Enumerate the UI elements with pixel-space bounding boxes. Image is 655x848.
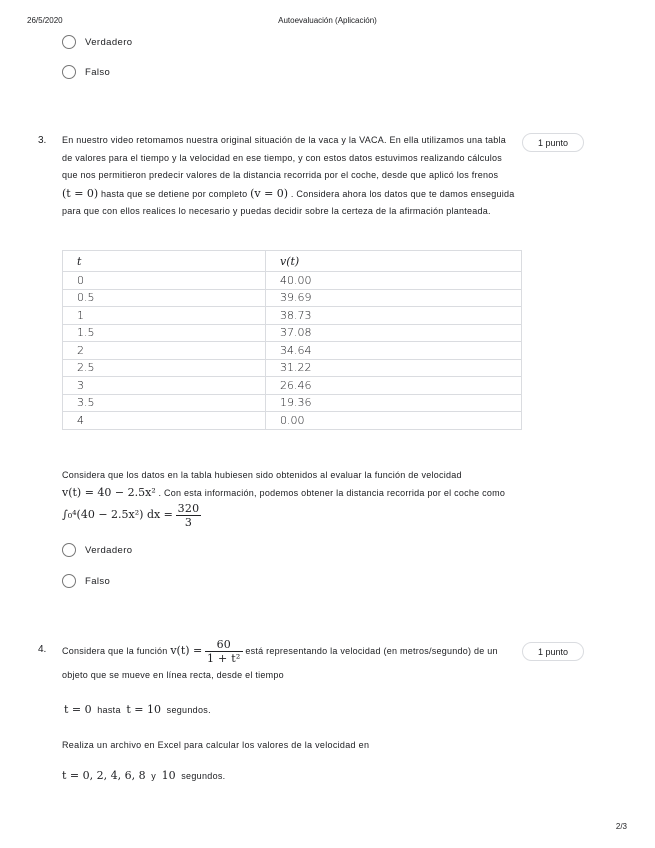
math-v-of-t: v(t) =	[170, 643, 203, 657]
math-t-equals-0: (t = 0)	[62, 186, 99, 200]
table-row	[63, 412, 522, 430]
question-3-intro: En nuestro video retomamos nuestra original situación de la vaca y la VACA. En ella utilizamos una tabla de valores para el tiempo y la velocidad en ese tiempo, y con estos datos estuvimos realizando cálculos que nos permitieron predecir valores de la distancia recorrida por el coche, desde que aplicó los frenos (t = 0) hasta que se detiene por completo (v = 0) . Considera ahora los datos que te damos enseguida para que con ellos realices lo necesario y puedas decidir sobre la certeza de la afirmación planteada.	[62, 135, 515, 216]
cell-vt: 40.00	[266, 272, 522, 290]
table-row	[63, 394, 522, 412]
table-row	[63, 377, 522, 395]
question-3-points-badge: 1 punto	[522, 133, 584, 152]
math-v-equals-0: (v = 0)	[250, 186, 289, 200]
table-row	[63, 359, 522, 377]
page-number: 2/3	[615, 822, 627, 831]
table-header-row	[63, 251, 522, 272]
cell-vt: 37.08	[266, 324, 522, 342]
math-fraction: $\frac{60}{\text{1 + t²}}$	[207, 638, 241, 665]
question-4-time-range: t = 0 hasta t = 10 segundos.	[64, 703, 211, 716]
table-row	[63, 289, 522, 307]
cell-t: 0	[63, 272, 266, 290]
q3-option-verdadero[interactable]	[62, 542, 132, 558]
question-4-time-values: t = 0, 2, 4, 6, 8 y 10 segundos.	[62, 769, 226, 782]
question-4-text: Considera que la función v(t) = $\frac{60}{\text{1 + t²}}$ está representando la velocidad (en metros/segundo) de un objeto que se mueve en línea recta, desde el tiempo	[62, 638, 498, 680]
column-header-vt: v(t)	[266, 251, 522, 272]
question-4-instruction: Realiza un archivo en Excel para calcular los valores de la velocidad en	[62, 740, 370, 750]
question-3-number: 3.	[38, 135, 47, 146]
cell-t: 1.5	[63, 324, 266, 342]
cell-t: 2	[63, 342, 266, 360]
math-integral: ∫₀⁴(40 − 2.5x²) dx =	[62, 507, 173, 521]
cell-t: 1	[63, 307, 266, 325]
table-row	[63, 307, 522, 325]
cell-vt: 39.69	[266, 289, 522, 307]
option-label: Verdadero	[85, 36, 133, 48]
cell-t: 3.5	[63, 394, 266, 412]
table-row	[63, 342, 522, 360]
prev-option-verdadero[interactable]	[62, 34, 132, 50]
cell-vt: 26.46	[266, 377, 522, 395]
question-3-statement: Considera que los datos en la tabla hubiesen sido obtenidos al evaluar la función de velocidad v(t) = 40 − 2.5x² . Con esta información, podemos obtener la distancia recorrida por el coche como ∫₀⁴(40 − 2.5x²) dx = $\frac{320}{3}$	[62, 470, 506, 529]
cell-t: 3	[63, 377, 266, 395]
table-row	[63, 272, 522, 290]
radio-button[interactable]	[62, 574, 76, 588]
math-fraction: $\frac{320}{3}$	[177, 502, 200, 529]
question-4-number: 4.	[38, 644, 47, 655]
option-label: Falso	[85, 575, 111, 587]
radio-button[interactable]	[62, 543, 76, 557]
cell-t: 2.5	[63, 359, 266, 377]
option-label: Verdadero	[85, 544, 133, 556]
print-date: 26/5/2020	[27, 16, 63, 25]
cell-vt: 31.22	[266, 359, 522, 377]
radio-button[interactable]	[62, 35, 76, 49]
column-header-t: t	[63, 251, 266, 272]
radio-button[interactable]	[62, 65, 76, 79]
page-title: Autoevaluación (Aplicación)	[278, 16, 377, 25]
cell-t: 0.5	[63, 289, 266, 307]
cell-vt: 38.73	[266, 307, 522, 325]
math-velocity-function: v(t) = 40 − 2.5x²	[62, 486, 156, 499]
cell-vt: 0.00	[266, 412, 522, 430]
q3-option-falso[interactable]	[62, 573, 110, 589]
question-4-points-badge: 1 punto	[522, 642, 584, 661]
table-row	[63, 324, 522, 342]
cell-vt: 19.36	[266, 394, 522, 412]
velocity-table	[62, 250, 522, 430]
cell-t: 4	[63, 412, 266, 430]
prev-option-falso[interactable]	[62, 64, 110, 80]
option-label: Falso	[85, 66, 111, 78]
cell-vt: 34.64	[266, 342, 522, 360]
